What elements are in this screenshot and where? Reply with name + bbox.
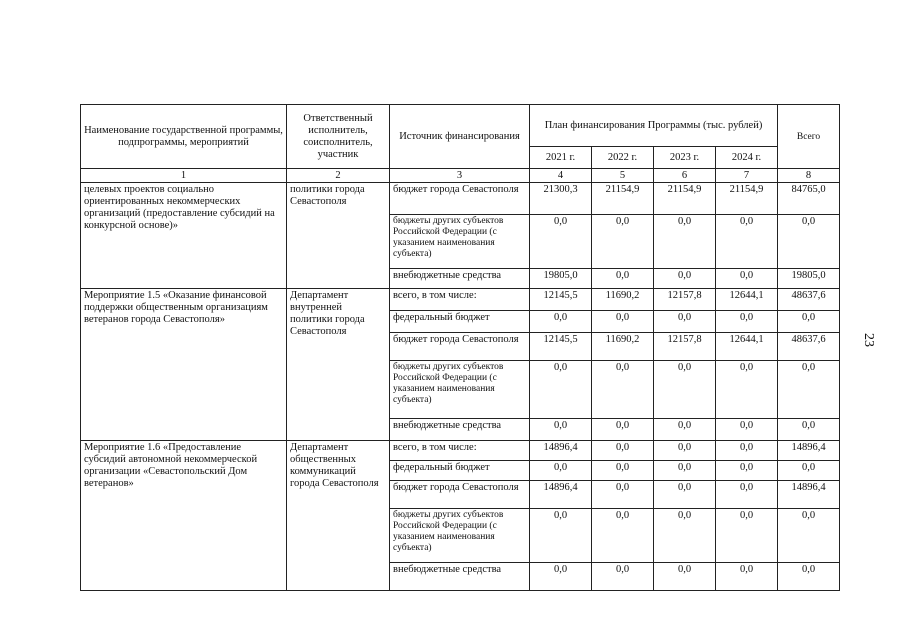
value-cell: 0,0: [716, 215, 778, 269]
value-cell: 0,0: [592, 563, 654, 591]
page-number: 23: [861, 333, 876, 347]
value-cell: 0,0: [654, 419, 716, 441]
value-cell: 0,0: [592, 419, 654, 441]
value-cell: 21154,9: [716, 183, 778, 215]
value-cell: 0,0: [654, 269, 716, 289]
header-year: 2023 г.: [654, 147, 716, 169]
value-cell: 0,0: [778, 215, 840, 269]
value-cell: 0,0: [654, 563, 716, 591]
financing-source: внебюджетные средства: [390, 269, 530, 289]
value-cell: 0,0: [716, 361, 778, 419]
value-cell: 0,0: [654, 461, 716, 481]
financing-source: бюджет города Севастополя: [390, 183, 530, 215]
value-cell: 0,0: [530, 509, 592, 563]
responsible-executor: Департамент внутренней политики города Севастополя: [287, 289, 390, 441]
value-cell: 0,0: [592, 509, 654, 563]
value-cell: 0,0: [716, 441, 778, 461]
financing-source: федеральный бюджет: [390, 461, 530, 481]
value-cell: 0,0: [592, 361, 654, 419]
value-cell: 84765,0: [778, 183, 840, 215]
value-cell: 0,0: [716, 311, 778, 333]
column-number: 1: [81, 169, 287, 183]
value-cell: 0,0: [592, 461, 654, 481]
value-cell: 21154,9: [654, 183, 716, 215]
header-source: Источник финансирования: [390, 105, 530, 169]
value-cell: 0,0: [716, 563, 778, 591]
header-total: Всего: [778, 105, 840, 169]
financing-source: федеральный бюджет: [390, 311, 530, 333]
table-row: [81, 289, 840, 311]
financing-source: бюджеты других субъектов Российской Федерации (с указанием наименования субъекта): [390, 361, 530, 419]
responsible-executor: политики города Севастополя: [287, 183, 390, 289]
column-number: 4: [530, 169, 592, 183]
table-row: [81, 441, 840, 461]
column-number: 7: [716, 169, 778, 183]
value-cell: 0,0: [654, 311, 716, 333]
value-cell: 0,0: [778, 311, 840, 333]
value-cell: 0,0: [778, 461, 840, 481]
value-cell: 0,0: [530, 461, 592, 481]
column-number: 2: [287, 169, 390, 183]
value-cell: 19805,0: [778, 269, 840, 289]
value-cell: 0,0: [592, 269, 654, 289]
financing-source: бюджет города Севастополя: [390, 333, 530, 361]
value-cell: 0,0: [654, 441, 716, 461]
financing-source: внебюджетные средства: [390, 419, 530, 441]
value-cell: 12644,1: [716, 289, 778, 311]
value-cell: 0,0: [530, 563, 592, 591]
value-cell: 11690,2: [592, 289, 654, 311]
financing-source: бюджеты других субъектов Российской Федерации (с указанием наименования субъекта): [390, 215, 530, 269]
value-cell: 0,0: [778, 509, 840, 563]
value-cell: 0,0: [654, 361, 716, 419]
column-number-row: [81, 169, 840, 183]
value-cell: 0,0: [778, 361, 840, 419]
value-cell: 0,0: [654, 215, 716, 269]
column-number: 6: [654, 169, 716, 183]
financing-table: [80, 104, 840, 591]
column-number: 8: [778, 169, 840, 183]
column-number: 3: [390, 169, 530, 183]
value-cell: 12157,8: [654, 289, 716, 311]
value-cell: 14896,4: [778, 481, 840, 509]
value-cell: 0,0: [592, 441, 654, 461]
responsible-executor: Департамент общественных коммуникаций города Севастополя: [287, 441, 390, 591]
value-cell: 0,0: [716, 509, 778, 563]
value-cell: 0,0: [716, 461, 778, 481]
financing-source: внебюджетные средства: [390, 563, 530, 591]
value-cell: 0,0: [654, 509, 716, 563]
value-cell: 14896,4: [530, 481, 592, 509]
financing-source: бюджеты других субъектов Российской Федерации (с указанием наименования субъекта): [390, 509, 530, 563]
value-cell: 14896,4: [530, 441, 592, 461]
value-cell: 0,0: [592, 481, 654, 509]
value-cell: 0,0: [530, 419, 592, 441]
value-cell: 48637,6: [778, 289, 840, 311]
value-cell: 0,0: [716, 419, 778, 441]
program-name: целевых проектов социально ориентированных некоммерческих организаций (предоставление субсидий на конкурсной основе)»: [81, 183, 287, 289]
financing-source: всего, в том числе:: [390, 289, 530, 311]
program-name: Мероприятие 1.5 «Оказание финансовой поддержки общественным организациям ветеранов города Севастополя»: [81, 289, 287, 441]
value-cell: 0,0: [654, 481, 716, 509]
value-cell: 12145,5: [530, 333, 592, 361]
value-cell: 12157,8: [654, 333, 716, 361]
value-cell: 12644,1: [716, 333, 778, 361]
header-year: 2024 г.: [716, 147, 778, 169]
table-row: [81, 183, 840, 215]
header-name: Наименование государственной программы, подпрограммы, мероприятий: [81, 105, 287, 169]
value-cell: 0,0: [530, 361, 592, 419]
value-cell: 0,0: [716, 481, 778, 509]
header-plan: План финансирования Программы (тыс. рублей): [530, 105, 778, 147]
value-cell: 48637,6: [778, 333, 840, 361]
value-cell: 0,0: [778, 419, 840, 441]
value-cell: 12145,5: [530, 289, 592, 311]
column-number: 5: [592, 169, 654, 183]
value-cell: 0,0: [592, 215, 654, 269]
value-cell: 0,0: [592, 311, 654, 333]
value-cell: 0,0: [778, 563, 840, 591]
header-responsible: Ответственный исполнитель, соисполнитель, участник: [287, 105, 390, 169]
value-cell: 0,0: [716, 269, 778, 289]
value-cell: 11690,2: [592, 333, 654, 361]
header-year: 2021 г.: [530, 147, 592, 169]
financing-source: бюджет города Севастополя: [390, 481, 530, 509]
value-cell: 0,0: [530, 215, 592, 269]
program-name: Мероприятие 1.6 «Предоставление субсидий автономной некоммерческой организации «Севастопольский Дом ветеранов»: [81, 441, 287, 591]
header-year: 2022 г.: [592, 147, 654, 169]
value-cell: 0,0: [530, 311, 592, 333]
value-cell: 21154,9: [592, 183, 654, 215]
financing-source: всего, в том числе:: [390, 441, 530, 461]
value-cell: 19805,0: [530, 269, 592, 289]
value-cell: 14896,4: [778, 441, 840, 461]
value-cell: 21300,3: [530, 183, 592, 215]
